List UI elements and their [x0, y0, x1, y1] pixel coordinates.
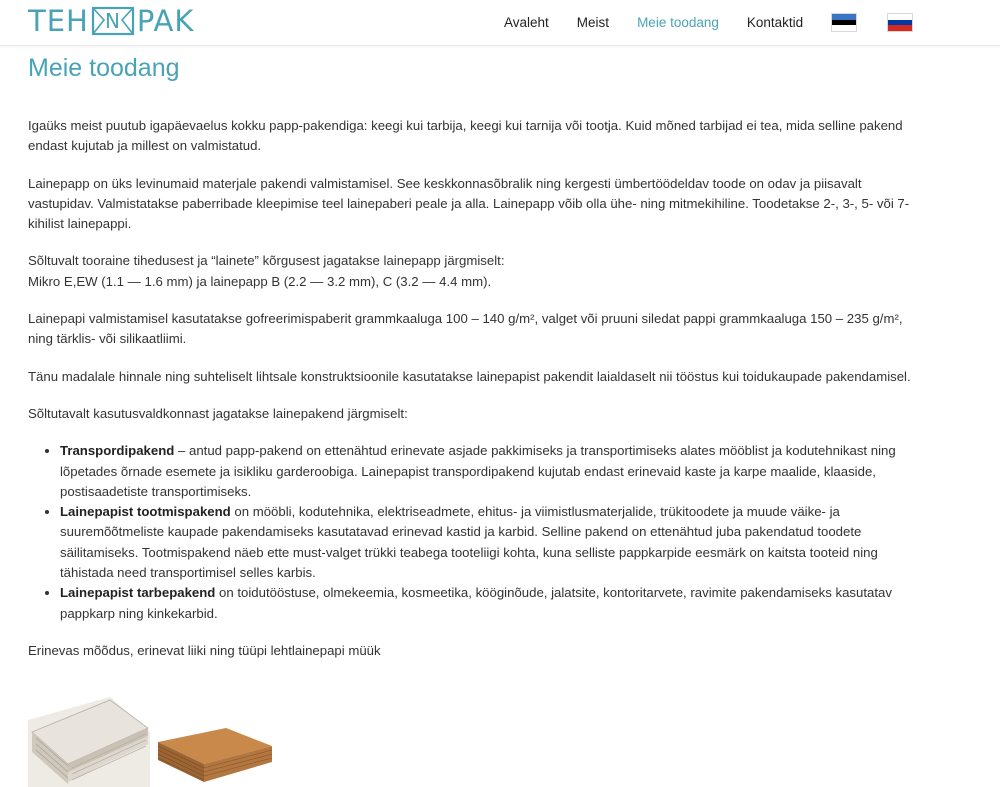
brown-cardboard-sheets-image [156, 724, 274, 784]
list-item-text: on toidutööstuse, olmekeemia, kosmeetika, kööginõude, jalatsite, kontoritarvete, ravimite pakendamiseks kasutatav pappkarp ning kinkekarbid. [60, 585, 892, 621]
list-item-title: Transpordipakend [60, 443, 175, 459]
page-content [28, 116, 918, 678]
estonian-flag-icon[interactable] [831, 13, 857, 32]
list-item-title: Lainepapist tootmispakend [60, 504, 231, 520]
paragraph-line: Sõltuvalt tooraine tihedusest ja “lainete” kõrgusest jagatakse lainepapp järgmiselt: [28, 253, 505, 269]
nav-products[interactable]: Meie toodang [637, 15, 719, 30]
list-item-text: on mööbli, kodutehnika, elektriseadmete, ehitus- ja viimistlusmaterjalide, trükitoodete ja muude väike- ja suuremõõtmeliste kaupade pakendamiseks kasutatavad erinevad kastid ja karbid. Selline pakend on ettenähtud juba pakendatud toodete säilitamiseks. Tootmispakend näeb ette must-valget trükki teabega tooteliigi kohta, kuna selliste pappkarpide eesmärk on kaitsta tooteid ning tähistada need transportimisel selles karbis. [60, 504, 878, 581]
page-title: Meie toodang [28, 54, 180, 82]
nav-home[interactable]: Avaleht [504, 15, 549, 30]
list-item-text: – antud papp-pakend on ettenähtud erinevate asjade pakkimiseks ja transportimiseks alates mööblist ja kodutehnikast ning lõpetades õrnade esemete ja isikliku garderoobiga. Lainepapist transpordipakend kujutab endast erinevaid kaste ja karpe maalide, klaaside, postisaadetiste transportimiseks. [60, 443, 896, 499]
logo-text-right: PAK [136, 4, 195, 38]
product-images [28, 692, 278, 787]
list-item [60, 583, 918, 624]
paragraph: Lainepapi valmistamisel kasutatakse gofreerimispaberit grammkaaluga 100 – 140 g/m², valget või pruuni siledat pappi grammkaaluga 150 – 235 g/m², ning tärklis- või silikaatliimi. [28, 311, 903, 347]
main-nav [504, 13, 943, 32]
list-item [60, 502, 918, 583]
russian-flag-icon[interactable] [887, 13, 913, 32]
logo-text-left: TEH [28, 4, 89, 38]
white-cardboard-sheets-image [28, 692, 153, 787]
nav-about[interactable]: Meist [576, 15, 610, 30]
logo-box-icon [90, 6, 136, 36]
intro-paragraph: Igaüks meist puutub igapäevaelus kokku papp-pakendiga: keegi kui tarbija, keegi kui tarnija või tootja. Kuid mõned tarbijad ei tea, mida selline pakend endast kujutab ja millest on valmistatud. [28, 118, 903, 154]
site-header [0, 0, 1000, 46]
paragraph: Sõltutavalt kasutusvaldkonnast jagatakse lainepakend järgmiselt: [28, 405, 408, 421]
list-item-title: Lainepapist tarbepakend [60, 585, 216, 601]
list-item [60, 441, 918, 502]
svg-text:N: N [104, 9, 121, 33]
paragraph: Lainepapp on üks levinumaid materjale pakendi valmistamisel. See keskkonnasõbralik ning kergesti ümbertöödeldav toode on odav ja piisavalt vastupidav. Valmistatakse paberribade kleepimise teel lainepaberi peale ja alla. Lainepapp võib olla ühe- ning mitmekihiline. Toodetakse 2-, 3-, 5- või 7-kihilist lainepappi. [28, 175, 910, 232]
packaging-types-list [28, 441, 918, 624]
paragraph: Tänu madalale hinnale ning suhteliselt lihtsale konstruktsioonile kasutatakse lainepapist pakendit laialdaselt nii tööstus kui toidukaupade pakendamisel. [28, 368, 911, 384]
paragraph [28, 251, 918, 292]
paragraph-line: Mikro E,EW (1.1 — 1.6 mm) ja lainepapp B (2.2 — 3.2 mm), C (3.2 — 4.4 mm). [28, 273, 492, 289]
logo[interactable] [28, 4, 194, 38]
closing-paragraph: Erinevas mõõdus, erinevat liiki ning tüüpi lehtlainepapi müük [28, 642, 381, 658]
nav-contacts[interactable]: Kontaktid [746, 15, 804, 30]
